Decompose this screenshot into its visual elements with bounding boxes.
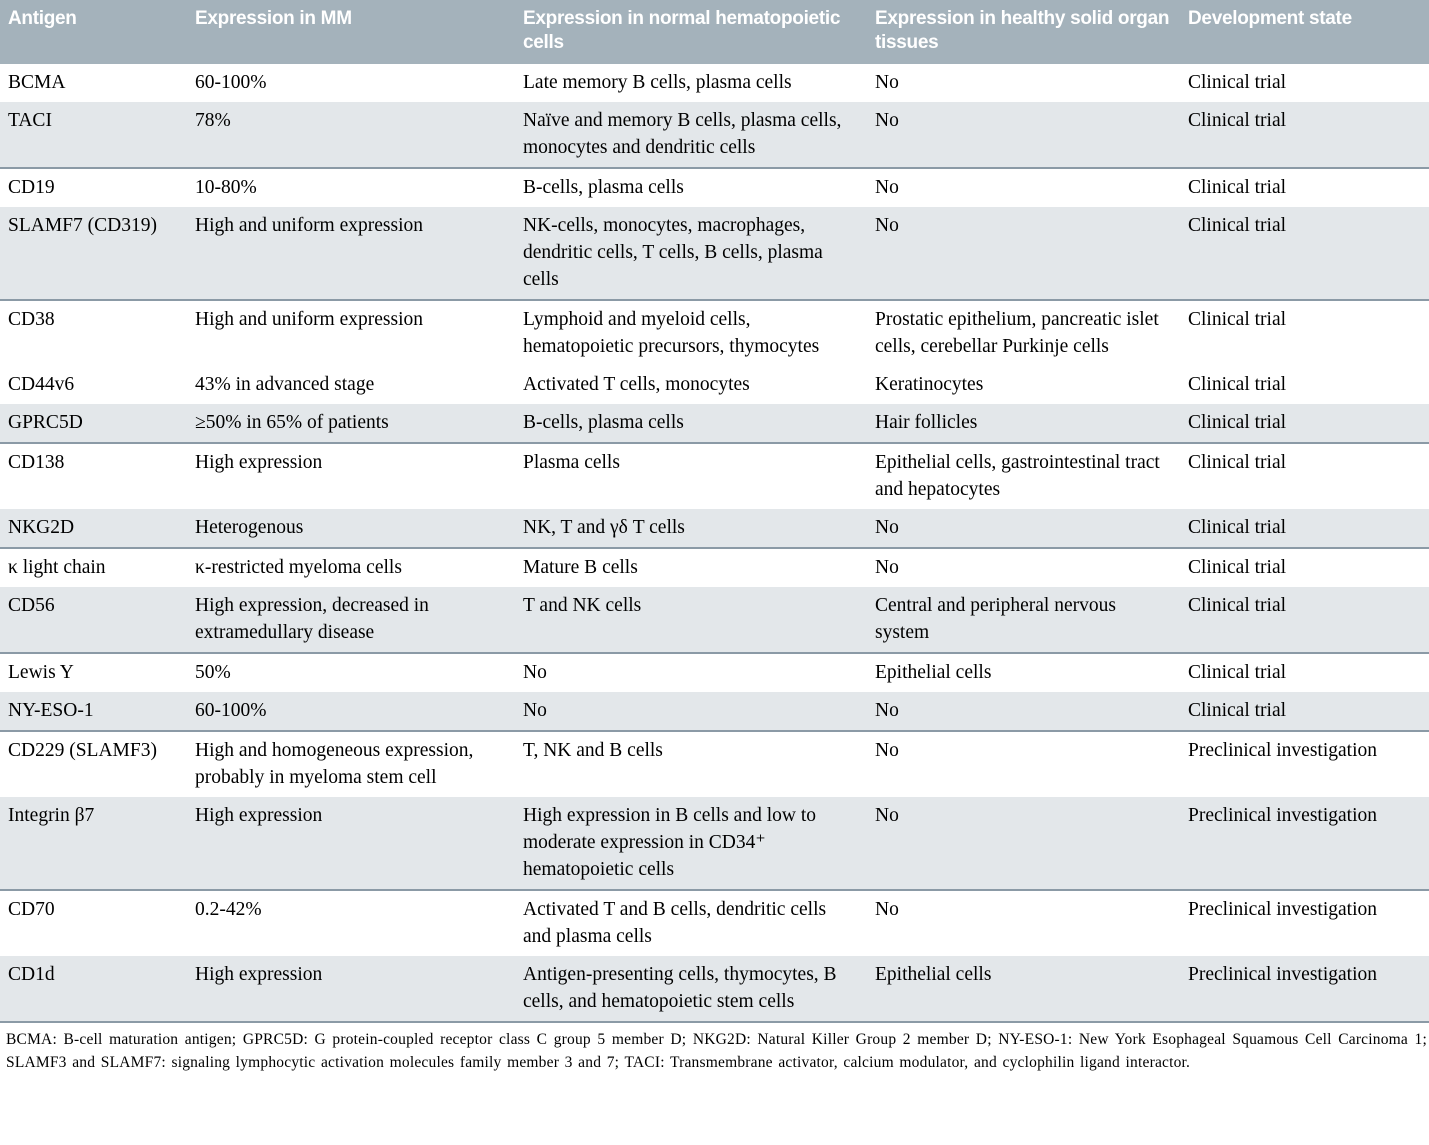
cell-expression-solid-organ: No [875,71,899,93]
cell-expression-solid-organ: Central and peripheral nervous system [875,594,1116,643]
column-header-expression-solid-organ: Expression in healthy solid organ tissues [867,0,1180,64]
cell-expression-solid-organ: Epithelial cells, gastrointestinal tract and hepatocytes [875,451,1160,500]
cell-expression-mm: High and homogeneous expression, probably in myeloma stem cell [195,739,474,788]
cell-development-state: Clinical trial [1188,516,1287,538]
cell-expression-mm: ≥50% in 65% of patients [195,411,389,433]
cell-antigen: CD229 (SLAMF3) [8,739,157,761]
column-header-development-state: Development state [1180,0,1429,64]
cell-expression-mm: High and uniform expression [195,308,424,330]
cell-expression-mm: 50% [195,661,231,683]
cell-antigen: CD19 [8,176,55,198]
cell-development-state: Clinical trial [1188,594,1287,616]
cell-development-state: Preclinical investigation [1188,739,1377,761]
cell-antigen: CD44v6 [8,373,75,395]
cell-development-state: Preclinical investigation [1188,804,1377,826]
table-row [0,692,1429,731]
cell-expression-mm: High expression, decreased in extramedullary disease [195,594,429,643]
column-header-expression-hematopoietic: Expression in normal hematopoietic cells [515,0,867,64]
cell-antigen: Integrin β7 [8,804,95,826]
cell-expression-hematopoietic: B-cells, plasma cells [523,411,684,433]
table-row [0,207,1429,300]
cell-development-state: Preclinical investigation [1188,963,1377,985]
cell-expression-solid-organ: Epithelial cells [875,963,992,985]
cell-development-state: Clinical trial [1188,451,1287,473]
cell-expression-mm: High expression [195,451,323,473]
table-row [0,797,1429,890]
cell-antigen: GPRC5D [8,411,83,433]
cell-expression-hematopoietic: Activated T cells, monocytes [523,373,750,395]
table-row [0,587,1429,653]
table-body [0,64,1429,1022]
cell-antigen: NKG2D [8,516,75,538]
cell-development-state: Clinical trial [1188,556,1287,578]
column-header-expression-mm: Expression in MM [187,0,515,64]
table-row [0,956,1429,1022]
cell-expression-solid-organ: No [875,109,899,131]
cell-expression-solid-organ: Keratinocytes [875,373,984,395]
cell-development-state: Clinical trial [1188,71,1287,93]
table-header [0,0,1429,64]
header-row [0,0,1429,64]
table-row [0,653,1429,692]
cell-development-state: Clinical trial [1188,109,1287,131]
cell-expression-hematopoietic: No [523,661,547,683]
table-row [0,366,1429,404]
cell-expression-mm: κ-restricted myeloma cells [195,556,402,578]
cell-expression-mm: 60-100% [195,699,267,721]
cell-expression-hematopoietic: High expression in B cells and low to moderate expression in CD34⁺ hematopoietic cells [523,804,817,880]
cell-expression-solid-organ: No [875,739,899,761]
cell-expression-solid-organ: No [875,804,899,826]
cell-antigen: CD138 [8,451,65,473]
cell-antigen: Lewis Y [8,661,74,683]
column-header-antigen: Antigen [0,0,187,64]
cell-expression-solid-organ: Hair follicles [875,411,978,433]
cell-antigen: SLAMF7 (CD319) [8,214,157,236]
cell-expression-hematopoietic: T and NK cells [523,594,642,616]
cell-development-state: Clinical trial [1188,661,1287,683]
cell-expression-solid-organ: No [875,176,899,198]
cell-expression-hematopoietic: Naïve and memory B cells, plasma cells, monocytes and dendritic cells [523,109,842,158]
table-row [0,404,1429,443]
cell-antigen: κ light chain [8,556,106,578]
cell-expression-hematopoietic: B-cells, plasma cells [523,176,684,198]
cell-expression-hematopoietic: Activated T and B cells, dendritic cells and plasma cells [523,898,827,947]
cell-antigen: BCMA [8,71,66,93]
table-row [0,168,1429,207]
cell-expression-hematopoietic: T, NK and B cells [523,739,663,761]
cell-development-state: Clinical trial [1188,411,1287,433]
cell-expression-solid-organ: No [875,898,899,920]
cell-expression-solid-organ: Prostatic epithelium, pancreatic islet cells, cerebellar Purkinje cells [875,308,1159,357]
cell-expression-mm: Heterogenous [195,516,304,538]
cell-expression-mm: 60-100% [195,71,267,93]
cell-antigen: CD1d [8,963,55,985]
cell-expression-mm: High expression [195,963,323,985]
cell-development-state: Preclinical investigation [1188,898,1377,920]
cell-development-state: Clinical trial [1188,699,1287,721]
cell-expression-mm: 0.2-42% [195,898,262,920]
cell-expression-mm: High expression [195,804,323,826]
cell-expression-hematopoietic: Plasma cells [523,451,620,473]
table-row [0,731,1429,797]
cell-expression-solid-organ: No [875,556,899,578]
cell-expression-solid-organ: No [875,516,899,538]
cell-expression-mm: 78% [195,109,231,131]
table-row [0,443,1429,509]
table-row [0,102,1429,168]
table-row [0,300,1429,366]
cell-expression-mm: 10-80% [195,176,257,198]
cell-expression-solid-organ: No [875,699,899,721]
cell-antigen: NY-ESO-1 [8,699,94,721]
cell-antigen: CD56 [8,594,55,616]
cell-expression-hematopoietic: Lymphoid and myeloid cells, hematopoietic precursors, thymocytes [523,308,820,357]
table-row [0,64,1429,102]
cell-expression-hematopoietic: NK-cells, monocytes, macrophages, dendritic cells, T cells, B cells, plasma cells [523,214,823,290]
cell-expression-solid-organ: No [875,214,899,236]
cell-antigen: CD38 [8,308,55,330]
cell-development-state: Clinical trial [1188,308,1287,330]
cell-expression-hematopoietic: NK, T and γδ T cells [523,516,685,538]
cell-expression-hematopoietic: No [523,699,547,721]
cell-development-state: Clinical trial [1188,214,1287,236]
cell-antigen: TACI [8,109,52,131]
cell-development-state: Clinical trial [1188,176,1287,198]
cell-expression-hematopoietic: Late memory B cells, plasma cells [523,71,792,93]
cell-expression-hematopoietic: Antigen-presenting cells, thymocytes, B cells, and hematopoietic stem cells [523,963,837,1012]
table-row [0,548,1429,587]
table-row [0,890,1429,956]
cell-expression-mm: High and uniform expression [195,214,424,236]
cell-development-state: Clinical trial [1188,373,1287,395]
cell-expression-mm: 43% in advanced stage [195,373,375,395]
cell-expression-hematopoietic: Mature B cells [523,556,638,578]
cell-antigen: CD70 [8,898,55,920]
table-footnote: BCMA: B-cell maturation antigen; GPRC5D: G protein-coupled receptor class C group 5 member D; NKG2D: Natural Killer Group 2 member D; NY-ESO-1: New York Esophageal Squamous Cell Carcinoma 1; SLAMF3 and SLAMF7: signaling lymphocytic activation molecules family member 3 and 7; TACI: Transmembrane activator, calcium modulator, and cyclophilin ligand interactor. [6,1030,1427,1071]
table-row [0,509,1429,548]
cell-expression-solid-organ: Epithelial cells [875,661,992,683]
